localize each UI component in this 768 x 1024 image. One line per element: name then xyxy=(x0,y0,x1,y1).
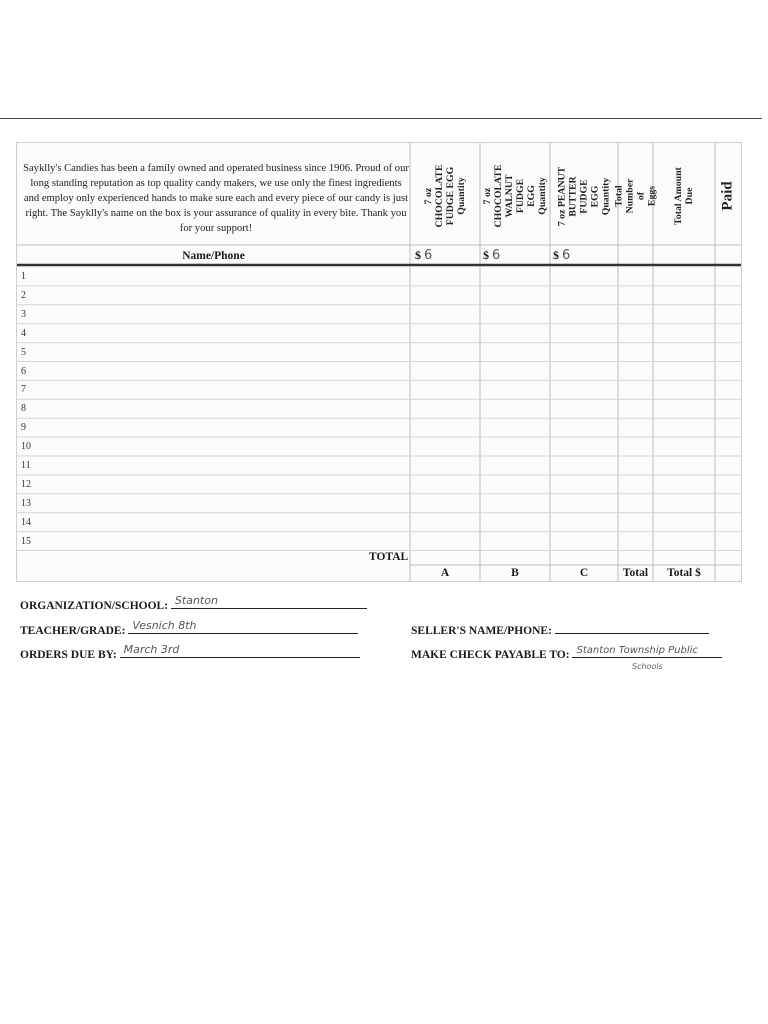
row-number: 2 xyxy=(21,289,26,301)
organization-field: ORGANIZATION/SCHOOL: Stanton xyxy=(20,595,367,612)
footer-total: Total xyxy=(622,567,649,579)
price-c: $ 6 xyxy=(553,248,571,263)
top-rule xyxy=(0,118,762,119)
name-phone-header: Name/Phone xyxy=(182,250,245,262)
row-number: 3 xyxy=(21,308,26,320)
row-number: 8 xyxy=(21,403,26,415)
header-chocolate-walnut-fudge-egg: 7 oz CHOCOLATE WALNUT FUDGE EGG Quantity xyxy=(482,164,548,228)
footer-a: A xyxy=(440,567,450,579)
row-number: 11 xyxy=(21,460,31,471)
order-form xyxy=(16,142,742,582)
teacher-field: TEACHER/GRADE: Vesnich 8th xyxy=(20,620,358,637)
row-number: 4 xyxy=(21,327,26,339)
header-peanut-butter-fudge-egg: 7 oz PEANUT BUTTER FUDGE EGG Quantity xyxy=(556,166,612,226)
footer-b: B xyxy=(511,567,519,579)
price-b: $ 6 xyxy=(483,248,501,263)
teacher-line[interactable]: Vesnich 8th xyxy=(128,620,358,634)
row-number: 6 xyxy=(21,365,26,377)
check-payable-continued: Schools xyxy=(632,662,663,671)
row-number: 14 xyxy=(21,516,31,528)
total-label: TOTAL xyxy=(369,551,409,563)
check-payable-line[interactable]: Stanton Township Public xyxy=(572,644,722,658)
price-a: $ 6 xyxy=(415,248,433,263)
row-number: 1 xyxy=(21,271,26,282)
row-number: 7 xyxy=(21,384,26,396)
row-number: 12 xyxy=(21,478,31,490)
check-payable-field: MAKE CHECK PAYABLE TO: Stanton Township Public xyxy=(411,644,722,661)
row-number: 5 xyxy=(21,346,26,358)
seller-field: SELLER'S NAME/PHONE: xyxy=(411,620,709,637)
header-paid: Paid xyxy=(720,181,736,211)
row-number: 13 xyxy=(21,497,31,509)
seller-line[interactable] xyxy=(555,620,709,634)
orders-due-field: ORDERS DUE BY: March 3rd xyxy=(20,644,360,661)
footer-total-dollars: Total $ xyxy=(667,567,701,579)
intro-text: Sayklly's Candies has been a family owned and operated business since 1906. Proud of our long standing reputation as top quality candy makers, we use only the finest ingredients and employ only experienced hands to make sure each and every piece of our candy is just right. The Sayklly's name on the box is your assurance of quality in every bite. Thank you for your support! xyxy=(23,163,409,234)
row-number: 10 xyxy=(21,441,31,453)
row-number: 9 xyxy=(21,422,26,434)
footer-c: C xyxy=(579,567,589,579)
orders-due-line[interactable]: March 3rd xyxy=(120,644,360,658)
row-number: 15 xyxy=(21,535,31,547)
header-chocolate-fudge-egg: 7 oz CHOCOLATE FUDGE EGG Quantity xyxy=(423,164,467,228)
header-total-amount-due: Total Amount Due xyxy=(673,167,695,225)
organization-line[interactable]: Stanton xyxy=(171,595,367,609)
header-total-eggs: Total Number of Eggs xyxy=(613,178,658,214)
